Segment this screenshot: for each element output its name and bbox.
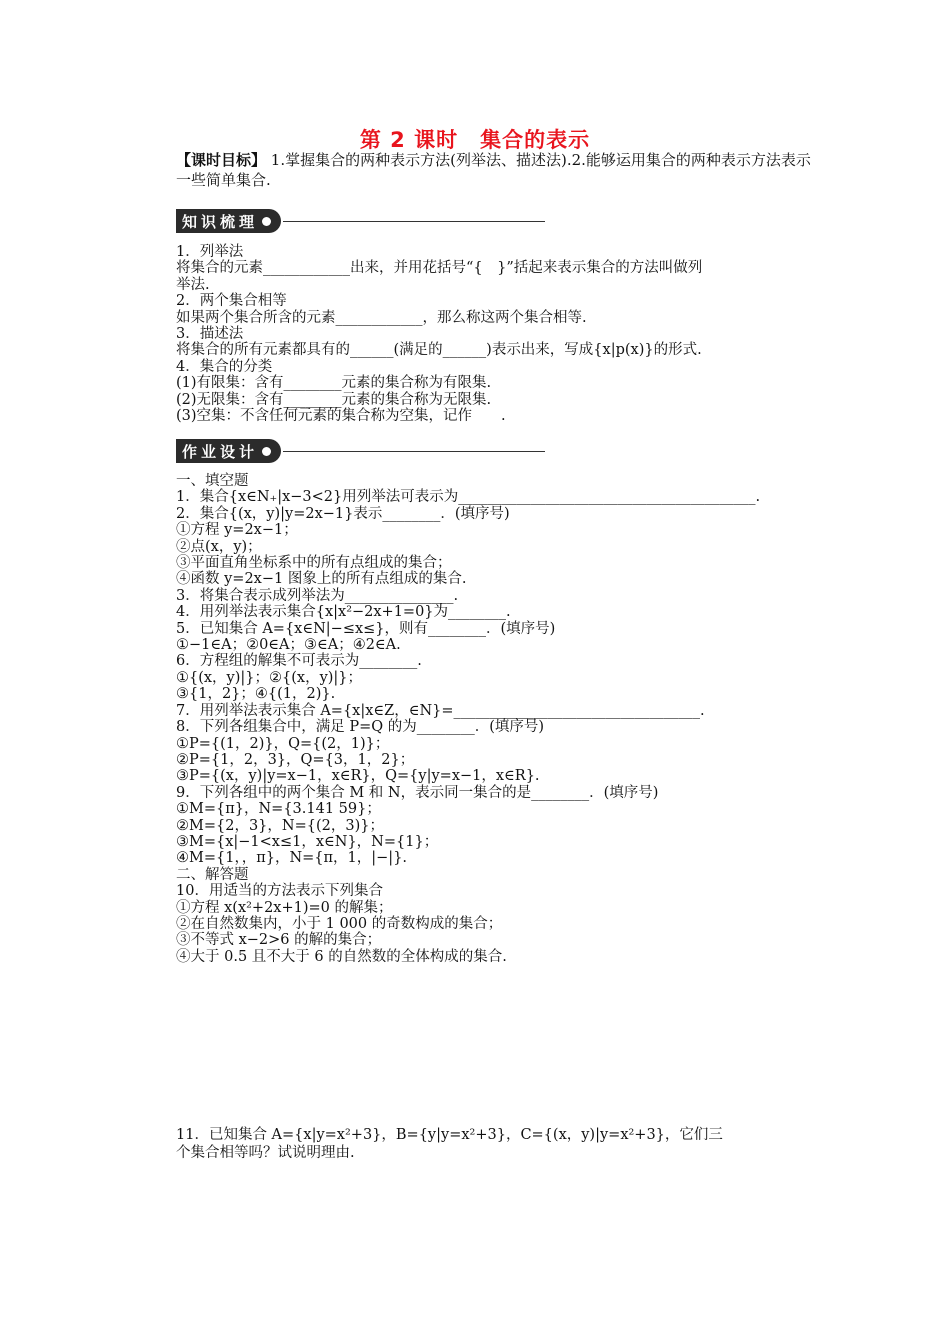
homework-content xyxy=(176,473,816,965)
text-line: 3．将集合表示成列举法为_______________. xyxy=(176,587,459,604)
text-line: 10．用适当的方法表示下列集合 xyxy=(176,883,383,900)
page-title: 第 2 课时 集合的表示 xyxy=(359,128,591,152)
text-line: 2．集合{(x，y)|y=2x−1}表示________．(填序号) xyxy=(176,505,510,522)
text-line: 将集合的所有元素都具有的______(满足的______)表示出来，写成{x|p(x)}的形式. xyxy=(176,342,702,359)
text-line: 4．用列举法表示集合{x|x²−2x+1=0}为________. xyxy=(176,604,511,621)
text-line: ①方程 y=2x−1； xyxy=(176,522,298,539)
text-line: ②在自然数集内，小于 1 000 的奇数构成的集合； xyxy=(176,915,503,932)
text-line: 1．列举法 xyxy=(176,244,244,260)
text-line: ①P={(1，2)}，Q={(2，1)}； xyxy=(176,735,390,752)
goal-text: 1.掌握集合的两种表示方法(列举法、描述法).2.能够运用集合的两种表示方法表示一些简单集合. xyxy=(176,151,811,189)
banner-label: 知识梳理 xyxy=(182,212,259,231)
text-line: ①−1∈A；②0∈A；③∈A；④2∈A. xyxy=(176,637,401,654)
text-line: 11．已知集合 A={x|y=x²+3}，B={y|y=x²+3}，C={(x，y)|y=x²+3}，它们三 xyxy=(176,1127,723,1143)
section-banner-homework xyxy=(176,438,545,464)
goal-label: 【课时目标】 xyxy=(176,151,267,169)
banner-label: 作业设计 xyxy=(182,442,259,461)
text-line: ③P={(x，y)|y=x−1，x∈R}，Q={y|y=x−1，x∈R}. xyxy=(176,768,540,785)
text-line: 6．方程组的解集不可表示为________. xyxy=(176,653,422,670)
text-line: ②M={2，3}，N={(2，3)}； xyxy=(176,817,384,834)
text-line: 如果两个集合所含的元素____________，那么称这两个集合相等. xyxy=(176,309,587,326)
text-line: ①方程 x(x²+2x+1)=0 的解集； xyxy=(176,899,393,916)
text-line: 个集合相等吗？试说明理由. xyxy=(176,1145,355,1161)
section-banner-knowledge xyxy=(176,208,545,234)
text-line: 举法. xyxy=(176,276,210,293)
text-line: ①{(x，y)|}；②{(x，y)|}； xyxy=(176,669,363,686)
bullet-dot-icon xyxy=(262,217,271,226)
banner-rule xyxy=(283,221,545,222)
text-line: 将集合的元素____________出来，并用花括号“{ }”括起来表示集合的方法叫做列 xyxy=(176,260,703,277)
text-line: (2)无限集：含有________元素的集合称为无限集. xyxy=(176,391,492,408)
text-line: 一、填空题 xyxy=(176,473,249,489)
lesson-goal xyxy=(176,150,816,190)
text-line: ③不等式 x−2>6 的解的集合； xyxy=(176,932,382,949)
text-line: ③平面直角坐标系中的所有点组成的集合； xyxy=(176,555,452,572)
banner-rule xyxy=(283,451,545,452)
text-line: ④函数 y=2x−1 图象上的所有点组成的集合. xyxy=(176,571,467,588)
text-line: 4．集合的分类 xyxy=(176,358,273,375)
text-line: 二、解答题 xyxy=(176,866,249,883)
text-line: ④M={1，，π}，N={π，1，|−|}. xyxy=(176,850,408,867)
text-line: 1．集合{x∈N₊|x−3<2}用列举法可表示为_________________________________________. xyxy=(176,489,761,506)
question-11 xyxy=(176,1126,816,1162)
text-line: ③M={x|−1<x≤1，x∈N}，N={1}； xyxy=(176,833,439,850)
text-line: 2．两个集合相等 xyxy=(176,293,287,310)
text-line: 3．描述法 xyxy=(176,326,244,343)
text-line: (3)空集：不含任何元素的集合称为空集，记作 . xyxy=(176,408,506,425)
text-line: ②点(x，y)； xyxy=(176,538,262,555)
text-line: ④大于 0.5 且不大于 6 的自然数的全体构成的集合. xyxy=(176,948,507,965)
bullet-dot-icon xyxy=(262,447,271,456)
text-line: 5．已知集合 A={x∈N|−≤x≤}，则有________．(填序号) xyxy=(176,620,556,637)
text-line: ③{1，2}；④{(1，2)}. xyxy=(176,686,336,703)
text-line: ②P={1，2，3}，Q={3，1，2}； xyxy=(176,751,415,768)
text-line: 8．下列各组集合中，满足 P=Q 的为________．(填序号) xyxy=(176,719,545,736)
text-line: 7．用列举法表示集合 A={x|x∈Z，∈N}=__________________________________. xyxy=(176,702,705,719)
knowledge-content xyxy=(176,244,816,424)
text-line: ①M={π}，N={3.141 59}； xyxy=(176,801,381,818)
text-line: 9．下列各组中的两个集合 M 和 N，表示同一集合的是________．(填序号) xyxy=(176,784,659,801)
text-line: (1)有限集：含有________元素的集合称为有限集. xyxy=(176,375,492,392)
